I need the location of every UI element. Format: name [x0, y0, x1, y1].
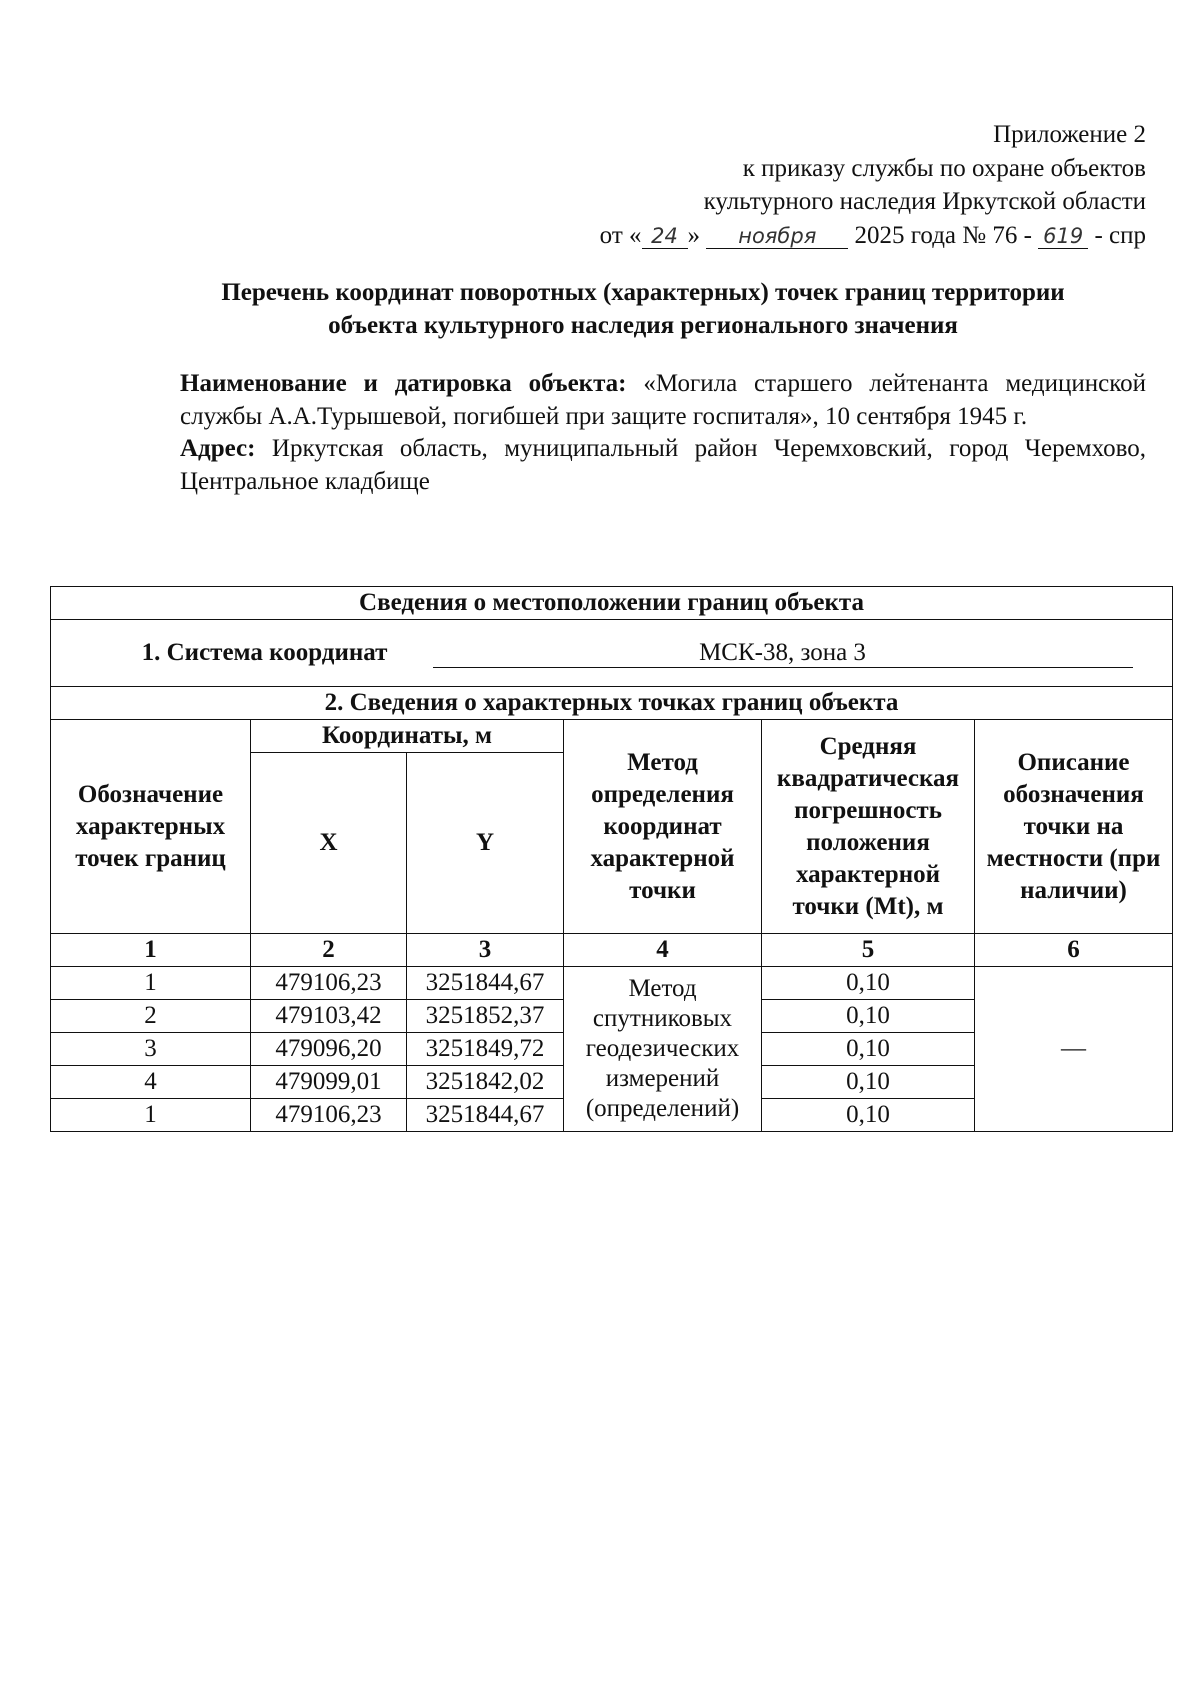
error-cell: 0,10: [762, 967, 975, 1000]
handwritten-month: ноября: [706, 224, 848, 249]
column-number-5: 5: [762, 934, 975, 967]
y-cell: 3251842,02: [407, 1066, 564, 1099]
x-cell: 479106,23: [251, 967, 407, 1000]
column-number-3: 3: [407, 934, 564, 967]
point-cell: 1: [51, 1099, 251, 1132]
column-number-1: 1: [51, 934, 251, 967]
coordinates-table: [50, 586, 1173, 1132]
table-row: [51, 967, 1173, 1000]
object-name-value: «Могила старшего лейтенанта медицинской службы А.А.Турышевой, погибшей при защите госпиталя», 10 сентября 1945 г.: [180, 370, 1146, 430]
handwritten-day: 24: [642, 224, 688, 249]
appendix-number: Приложение 2: [993, 121, 1146, 148]
error-cell: 0,10: [762, 1066, 975, 1099]
point-cell: 2: [51, 1000, 251, 1033]
address-value: Иркутская область, муниципальный район Черемховский, город Черемхово, Центральное кладбище: [180, 435, 1146, 495]
date-year-text: 2025 года № 76 -: [848, 221, 1039, 249]
coordinate-system-value: МСК-38, зона 3: [433, 639, 1133, 668]
y-cell: 3251844,67: [407, 967, 564, 1000]
x-cell: 479096,20: [251, 1033, 407, 1066]
appendix-header: [400, 118, 1146, 252]
error-cell: 0,10: [762, 1099, 975, 1132]
header-y: Y: [407, 753, 564, 934]
title-line-1: Перечень координат поворотных (характерных) точек границ территории: [221, 279, 1065, 306]
description-cell: —: [975, 967, 1173, 1132]
x-cell: 479099,01: [251, 1066, 407, 1099]
point-cell: 3: [51, 1033, 251, 1066]
x-cell: 479103,42: [251, 1000, 407, 1033]
date-prefix: от «: [599, 221, 642, 249]
title-line-2: объекта культурного наследия регионального значения: [328, 312, 958, 339]
header-mean-error: Средняя квадратическая погрешность положения характерной точки (Mt), м: [762, 720, 975, 934]
y-cell: 3251852,37: [407, 1000, 564, 1033]
column-number-6: 6: [975, 934, 1173, 967]
object-info: [180, 368, 1146, 498]
object-name-paragraph: [180, 368, 1146, 433]
handwritten-order-number: 619: [1038, 224, 1088, 249]
order-date-line: [400, 219, 1146, 253]
x-cell: 479106,23: [251, 1099, 407, 1132]
y-cell: 3251844,67: [407, 1099, 564, 1132]
coordinate-system-label: 1. Система координат: [141, 639, 388, 666]
agency-name-line: культурного наследия Иркутской области: [703, 188, 1146, 215]
column-number-2: 2: [251, 934, 407, 967]
header-coordinates: Координаты, м: [251, 720, 564, 753]
object-address-paragraph: [180, 433, 1146, 498]
method-cell: Метод спутниковых геодезических измерений (определений): [564, 967, 762, 1132]
header-description: Описание обозначения точки на местности (при наличии): [975, 720, 1173, 934]
error-cell: 0,10: [762, 1033, 975, 1066]
location-section-title: Сведения о местоположении границ объекта: [51, 587, 1173, 620]
y-cell: 3251849,72: [407, 1033, 564, 1066]
header-point-designation: Обозначение характерных точек границ: [51, 720, 251, 934]
point-cell: 1: [51, 967, 251, 1000]
points-section-title: 2. Сведения о характерных точках границ объекта: [51, 687, 1173, 720]
column-number-4: 4: [564, 934, 762, 967]
order-reference-line: к приказу службы по охране объектов: [742, 154, 1146, 182]
header-x: X: [251, 753, 407, 934]
address-label: Адрес:: [180, 435, 256, 462]
point-cell: 4: [51, 1066, 251, 1099]
order-suffix: - спр: [1088, 221, 1146, 249]
error-cell: 0,10: [762, 1000, 975, 1033]
date-mid: »: [687, 221, 707, 249]
coordinate-system-row: [51, 620, 1173, 687]
header-method: Метод определения координат характерной точки: [564, 720, 762, 934]
document-title: [140, 276, 1146, 342]
object-name-label: Наименование и датировка объекта:: [180, 370, 627, 397]
